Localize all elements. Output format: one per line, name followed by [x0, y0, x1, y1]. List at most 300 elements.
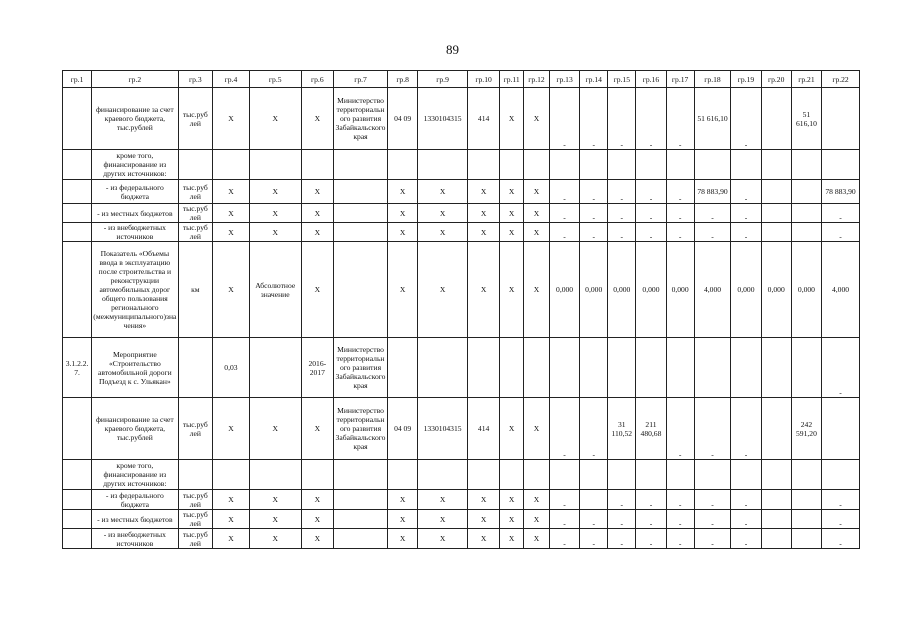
- table-cell: -: [636, 223, 666, 242]
- table-cell: Х: [249, 510, 301, 529]
- table-cell: Х: [524, 510, 550, 529]
- column-header: гр.20: [761, 71, 791, 88]
- table-cell: 211 480,68: [636, 398, 666, 460]
- table-cell: 242 591,20: [791, 398, 821, 460]
- table-cell: [666, 338, 694, 398]
- table-cell: [178, 460, 213, 490]
- table-cell: -: [608, 204, 636, 223]
- table-cell: [761, 150, 791, 180]
- table-cell: [791, 460, 821, 490]
- table-cell: -: [580, 88, 608, 150]
- table-cell: -: [549, 223, 579, 242]
- table-cell: 2016-2017: [301, 338, 333, 398]
- table-cell: [334, 180, 388, 204]
- table-cell: - из местных бюджетов: [92, 204, 178, 223]
- table-cell: 4,000: [822, 242, 860, 338]
- table-cell: -: [666, 223, 694, 242]
- table-row: [63, 150, 860, 180]
- table-cell: [761, 460, 791, 490]
- table-cell: Х: [213, 242, 250, 338]
- table-cell: -: [731, 204, 761, 223]
- table-cell: Х: [388, 490, 418, 510]
- table-cell: [63, 88, 92, 150]
- table-row: [63, 398, 860, 460]
- table-cell: [791, 510, 821, 529]
- table-cell: -: [694, 490, 731, 510]
- table-cell: [580, 490, 608, 510]
- table-cell: [608, 460, 636, 490]
- table-cell: Х: [418, 223, 468, 242]
- table-cell: -: [636, 529, 666, 549]
- table-cell: [500, 338, 524, 398]
- table-cell: Министерство территориального развития Забайкальского края: [334, 338, 388, 398]
- table-cell: [666, 150, 694, 180]
- table-cell: [388, 338, 418, 398]
- table-cell: тыс.руб лей: [178, 398, 213, 460]
- table-row: [63, 223, 860, 242]
- table-cell: [249, 338, 301, 398]
- table-cell: -: [731, 398, 761, 460]
- table-cell: [213, 150, 250, 180]
- table-cell: [761, 223, 791, 242]
- table-cell: [791, 180, 821, 204]
- table-cell: [791, 150, 821, 180]
- table-cell: 414: [467, 398, 499, 460]
- table-cell: -: [636, 510, 666, 529]
- table-cell: км: [178, 242, 213, 338]
- column-header: гр.15: [608, 71, 636, 88]
- table-cell: Министерство территориального развития Забайкальского края: [334, 88, 388, 150]
- table-cell: -: [608, 529, 636, 549]
- table-cell: -: [666, 88, 694, 150]
- table-cell: 0,000: [549, 242, 579, 338]
- table-cell: Х: [301, 490, 333, 510]
- column-header: гр.22: [822, 71, 860, 88]
- table-cell: Х: [301, 88, 333, 150]
- table-row: [63, 529, 860, 549]
- table-cell: [418, 338, 468, 398]
- table-row: [63, 338, 860, 398]
- table-cell: [791, 490, 821, 510]
- table-cell: Х: [524, 204, 550, 223]
- table-cell: [334, 242, 388, 338]
- table-cell: -: [580, 180, 608, 204]
- table-cell: -: [694, 204, 731, 223]
- table-cell: [63, 398, 92, 460]
- table-cell: -: [549, 204, 579, 223]
- table-cell: -: [580, 510, 608, 529]
- table-cell: 1330104315: [418, 398, 468, 460]
- table-cell: Х: [524, 490, 550, 510]
- table-row: [63, 88, 860, 150]
- table-cell: [63, 510, 92, 529]
- table-cell: Х: [301, 398, 333, 460]
- table-cell: [500, 150, 524, 180]
- table-cell: -: [822, 510, 860, 529]
- table-cell: [334, 150, 388, 180]
- column-header: гр.10: [467, 71, 499, 88]
- table-cell: [636, 150, 666, 180]
- table-cell: [694, 338, 731, 398]
- table-cell: Х: [500, 398, 524, 460]
- table-cell: [334, 529, 388, 549]
- table-cell: 3.1.2.2.7.: [63, 338, 92, 398]
- table-cell: [636, 460, 666, 490]
- table-cell: Х: [418, 204, 468, 223]
- table-cell: -: [666, 529, 694, 549]
- table-cell: [63, 223, 92, 242]
- table-cell: [467, 150, 499, 180]
- table-cell: Х: [249, 180, 301, 204]
- table-cell: [500, 460, 524, 490]
- table-cell: - из федерального бюджета: [92, 490, 178, 510]
- table-cell: [334, 510, 388, 529]
- table-cell: -: [666, 490, 694, 510]
- table-cell: [636, 338, 666, 398]
- table-cell: -: [666, 180, 694, 204]
- table-cell: [761, 510, 791, 529]
- table-cell: [334, 204, 388, 223]
- table-cell: -: [666, 398, 694, 460]
- table-cell: [549, 338, 579, 398]
- table-cell: [418, 150, 468, 180]
- table-cell: [334, 223, 388, 242]
- table-cell: -: [608, 180, 636, 204]
- table-cell: -: [636, 88, 666, 150]
- table-cell: 0,000: [761, 242, 791, 338]
- table-cell: 51 616,10: [694, 88, 731, 150]
- table-cell: 78 883,90: [694, 180, 731, 204]
- column-header: гр.14: [580, 71, 608, 88]
- table-cell: -: [694, 510, 731, 529]
- table-cell: [761, 398, 791, 460]
- table-cell: -: [549, 510, 579, 529]
- table-cell: [301, 460, 333, 490]
- table-cell: Х: [249, 529, 301, 549]
- table-cell: Х: [500, 204, 524, 223]
- table-cell: тыс.руб лей: [178, 490, 213, 510]
- column-header: гр.21: [791, 71, 821, 88]
- table-cell: [467, 338, 499, 398]
- table-cell: Показатель «Объемы ввода в эксплуатацию после строительства и реконструкции автомобильных дорог общего пользования регионального (межмуниципального)значения»: [92, 242, 178, 338]
- table-cell: 0,000: [791, 242, 821, 338]
- column-header: гр.13: [549, 71, 579, 88]
- table-cell: [761, 204, 791, 223]
- table-cell: -: [580, 398, 608, 460]
- table-cell: -: [549, 490, 579, 510]
- table-cell: [63, 460, 92, 490]
- table-cell: Х: [418, 242, 468, 338]
- table-cell: Х: [213, 180, 250, 204]
- table-cell: кроме того, финансирование из других источников:: [92, 460, 178, 490]
- table-cell: [580, 338, 608, 398]
- column-header: гр.4: [213, 71, 250, 88]
- table-cell: -: [549, 180, 579, 204]
- table-cell: 0,000: [608, 242, 636, 338]
- table-cell: Х: [500, 529, 524, 549]
- table-cell: -: [822, 490, 860, 510]
- table-cell: Х: [213, 490, 250, 510]
- column-header: гр.9: [418, 71, 468, 88]
- table-cell: 51 616,10: [791, 88, 821, 150]
- table-cell: 414: [467, 88, 499, 150]
- column-header: гр.12: [524, 71, 550, 88]
- table-cell: Х: [524, 242, 550, 338]
- table-cell: 0,000: [580, 242, 608, 338]
- table-cell: Абсолютное значение: [249, 242, 301, 338]
- table-cell: 0,000: [731, 242, 761, 338]
- table-cell: Х: [249, 398, 301, 460]
- table-cell: -: [731, 88, 761, 150]
- table-cell: финансирование за счет краевого бюджета, тыс.рублей: [92, 88, 178, 150]
- table-cell: -: [608, 88, 636, 150]
- table-cell: Мероприятие «Строительство автомобильной дороги Подъезд к с. Ульякан»: [92, 338, 178, 398]
- table-cell: [731, 338, 761, 398]
- table-cell: Х: [388, 242, 418, 338]
- table-cell: Х: [388, 223, 418, 242]
- table-cell: Х: [301, 242, 333, 338]
- table-cell: Х: [388, 180, 418, 204]
- table-cell: -: [549, 398, 579, 460]
- table-cell: 31 110,52: [608, 398, 636, 460]
- table-cell: -: [731, 180, 761, 204]
- table-cell: Х: [524, 223, 550, 242]
- table-cell: Х: [524, 398, 550, 460]
- table-cell: -: [580, 204, 608, 223]
- table-cell: Х: [388, 510, 418, 529]
- table-cell: -: [731, 223, 761, 242]
- table-cell: [791, 204, 821, 223]
- table-cell: -: [608, 223, 636, 242]
- table-cell: [524, 460, 550, 490]
- table-cell: [822, 460, 860, 490]
- table-cell: Х: [500, 180, 524, 204]
- table-cell: [63, 204, 92, 223]
- table-cell: [388, 460, 418, 490]
- table-cell: Х: [301, 223, 333, 242]
- table-cell: Х: [388, 204, 418, 223]
- column-header: гр.18: [694, 71, 731, 88]
- table-cell: 0,000: [636, 242, 666, 338]
- table-cell: Х: [301, 529, 333, 549]
- table-cell: [388, 150, 418, 180]
- table-cell: [822, 150, 860, 180]
- table-row: [63, 510, 860, 529]
- header-row: [63, 71, 860, 88]
- table-cell: Х: [249, 88, 301, 150]
- table-cell: Х: [467, 204, 499, 223]
- table-cell: -: [666, 510, 694, 529]
- table-row: [63, 180, 860, 204]
- table-cell: [301, 150, 333, 180]
- table-cell: -: [608, 490, 636, 510]
- table-cell: [63, 180, 92, 204]
- table-cell: Х: [418, 529, 468, 549]
- table-cell: Х: [301, 510, 333, 529]
- table-cell: Х: [524, 88, 550, 150]
- table-cell: [761, 529, 791, 549]
- table-cell: 4,000: [694, 242, 731, 338]
- table-cell: кроме того, финансирование из других источников:: [92, 150, 178, 180]
- table-cell: Х: [467, 223, 499, 242]
- table-cell: Х: [467, 529, 499, 549]
- table-cell: 04 09: [388, 88, 418, 150]
- table-cell: Х: [213, 529, 250, 549]
- table-cell: Х: [500, 510, 524, 529]
- table-cell: Министерство территориального развития Забайкальского края: [334, 398, 388, 460]
- table-cell: [524, 338, 550, 398]
- table-cell: Х: [213, 510, 250, 529]
- table-cell: [761, 338, 791, 398]
- table-cell: -: [822, 204, 860, 223]
- table-cell: -: [731, 529, 761, 549]
- table-cell: [249, 460, 301, 490]
- table-cell: -: [636, 204, 666, 223]
- table-cell: [822, 398, 860, 460]
- table-cell: [580, 460, 608, 490]
- table-cell: -: [731, 510, 761, 529]
- table-cell: - из внебюджетных источников: [92, 529, 178, 549]
- table-cell: [549, 150, 579, 180]
- table-cell: -: [694, 529, 731, 549]
- table-cell: Х: [249, 490, 301, 510]
- table-cell: [334, 490, 388, 510]
- table-cell: 0,000: [666, 242, 694, 338]
- table-cell: - из федерального бюджета: [92, 180, 178, 204]
- table-row: [63, 242, 860, 338]
- table-cell: -: [731, 490, 761, 510]
- table-cell: Х: [500, 88, 524, 150]
- table-cell: тыс.руб лей: [178, 510, 213, 529]
- table-cell: -: [549, 529, 579, 549]
- table-cell: Х: [467, 490, 499, 510]
- table-cell: Х: [467, 180, 499, 204]
- table-cell: Х: [500, 223, 524, 242]
- column-header: гр.19: [731, 71, 761, 88]
- column-header: гр.5: [249, 71, 301, 88]
- table-cell: [63, 529, 92, 549]
- table-cell: Х: [388, 529, 418, 549]
- table-cell: -: [636, 490, 666, 510]
- table-cell: [791, 529, 821, 549]
- table-cell: Х: [249, 204, 301, 223]
- table-cell: [694, 460, 731, 490]
- column-header: гр.8: [388, 71, 418, 88]
- table-cell: [608, 338, 636, 398]
- column-header: гр.16: [636, 71, 666, 88]
- table-cell: -: [822, 223, 860, 242]
- table-cell: [731, 150, 761, 180]
- table-cell: Х: [249, 223, 301, 242]
- table-cell: [666, 460, 694, 490]
- column-header: гр.3: [178, 71, 213, 88]
- table-cell: -: [822, 529, 860, 549]
- table-cell: 0,03: [213, 338, 250, 398]
- table-cell: [178, 338, 213, 398]
- table-cell: [761, 490, 791, 510]
- table-cell: [761, 180, 791, 204]
- column-header: гр.1: [63, 71, 92, 88]
- table-cell: -: [694, 223, 731, 242]
- page-number: 89: [446, 42, 459, 57]
- table-cell: Х: [524, 529, 550, 549]
- column-header: гр.2: [92, 71, 178, 88]
- column-header: гр.11: [500, 71, 524, 88]
- table-cell: [63, 150, 92, 180]
- table-row: [63, 204, 860, 223]
- table-cell: Х: [500, 490, 524, 510]
- table-cell: [418, 460, 468, 490]
- table-cell: [334, 460, 388, 490]
- table-cell: Х: [524, 180, 550, 204]
- table-cell: [467, 460, 499, 490]
- table-cell: 1330104315: [418, 88, 468, 150]
- table-cell: тыс.руб лей: [178, 529, 213, 549]
- table-cell: Х: [418, 510, 468, 529]
- table-cell: [249, 150, 301, 180]
- table-cell: [580, 150, 608, 180]
- table-row: [63, 460, 860, 490]
- table-cell: Х: [213, 88, 250, 150]
- table-cell: [213, 460, 250, 490]
- table-cell: [791, 338, 821, 398]
- table-cell: -: [580, 223, 608, 242]
- column-header: гр.17: [666, 71, 694, 88]
- table-cell: [761, 88, 791, 150]
- table-cell: Х: [213, 204, 250, 223]
- table-cell: [694, 150, 731, 180]
- table-cell: -: [608, 510, 636, 529]
- table-cell: - из внебюджетных источников: [92, 223, 178, 242]
- table-cell: - из местных бюджетов: [92, 510, 178, 529]
- table-row: [63, 490, 860, 510]
- table-cell: Х: [418, 180, 468, 204]
- table-cell: финансирование за счет краевого бюджета, тыс.рублей: [92, 398, 178, 460]
- table-cell: -: [694, 398, 731, 460]
- table-cell: [822, 88, 860, 150]
- table-cell: [178, 150, 213, 180]
- table-cell: -: [822, 338, 860, 398]
- table-cell: -: [666, 204, 694, 223]
- table-cell: Х: [213, 398, 250, 460]
- table-cell: тыс.руб лей: [178, 180, 213, 204]
- budget-table: [62, 70, 860, 549]
- table-cell: Х: [418, 490, 468, 510]
- table-cell: [791, 223, 821, 242]
- table-cell: Х: [467, 242, 499, 338]
- table-cell: [63, 490, 92, 510]
- table-cell: -: [549, 88, 579, 150]
- table-cell: 04 09: [388, 398, 418, 460]
- table-cell: -: [636, 180, 666, 204]
- table-cell: тыс.руб лей: [178, 88, 213, 150]
- table-cell: Х: [301, 204, 333, 223]
- table-cell: [524, 150, 550, 180]
- column-header: гр.6: [301, 71, 333, 88]
- table-cell: Х: [213, 223, 250, 242]
- table-cell: [731, 460, 761, 490]
- table-cell: 78 883,90: [822, 180, 860, 204]
- table-cell: Х: [467, 510, 499, 529]
- table-cell: [63, 242, 92, 338]
- table-cell: тыс.руб лей: [178, 223, 213, 242]
- table-cell: тыс.руб лей: [178, 204, 213, 223]
- table-cell: -: [580, 529, 608, 549]
- column-header: гр.7: [334, 71, 388, 88]
- table-cell: [549, 460, 579, 490]
- table-cell: Х: [500, 242, 524, 338]
- table-cell: Х: [301, 180, 333, 204]
